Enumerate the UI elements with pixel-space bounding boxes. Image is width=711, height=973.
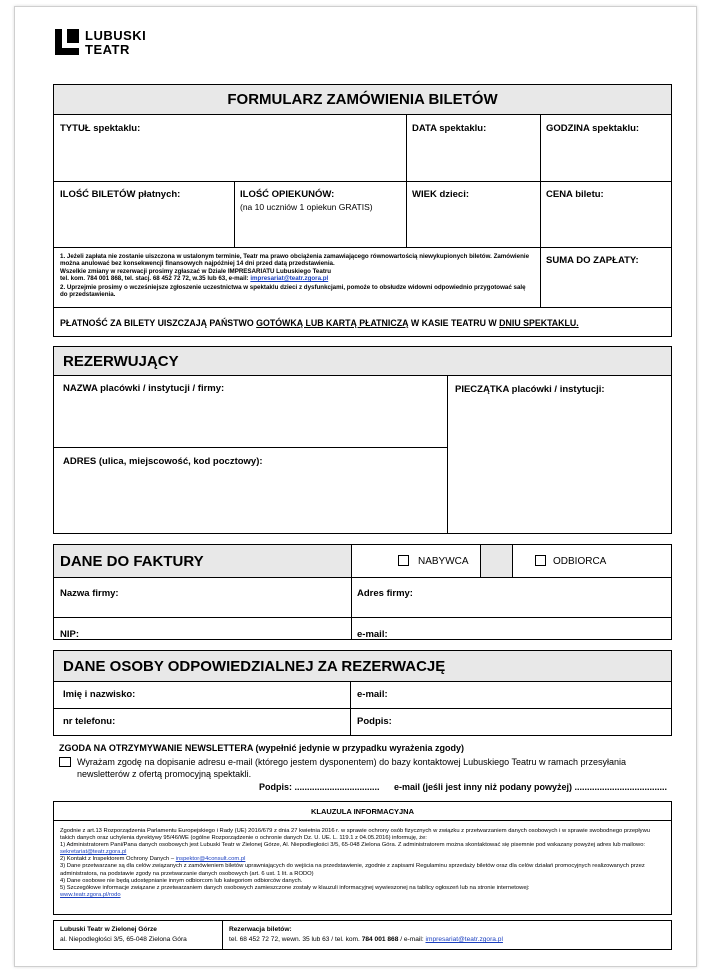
order-section bbox=[53, 84, 672, 337]
age-field[interactable]: WIEK dzieci: bbox=[412, 189, 470, 200]
footer-booking-sep: / e-mail: bbox=[398, 936, 426, 943]
buyer-label: NABYWCA bbox=[418, 556, 469, 567]
terms-changes: Wszelkie zmiany w rezerwacji prosimy zgłaszać w Dziale IMPRESARIATU Lubuskiego Teatru bbox=[60, 267, 332, 275]
clause-p1-email-link[interactable]: sekretariat@teatr.zgora.pl bbox=[60, 849, 127, 856]
person-signature-field[interactable]: Podpis: bbox=[357, 716, 392, 727]
show-date-field[interactable]: DATA spektaklu: bbox=[412, 123, 487, 134]
recipient-option[interactable] bbox=[512, 545, 671, 577]
logo bbox=[55, 27, 175, 61]
reserver-section bbox=[53, 346, 672, 534]
show-title-field[interactable]: TYTUŁ spektaklu: bbox=[60, 123, 141, 134]
clause-p2-text: 2) Kontakt z Inspektorem Ochrony Danych – bbox=[60, 856, 176, 863]
nip-field[interactable]: NIP: bbox=[60, 629, 79, 640]
clause-p1 bbox=[60, 842, 664, 856]
terms-email-link[interactable]: impresariat@teatr.zgora.pl bbox=[250, 274, 329, 282]
order-title: FORMULARZ ZAMÓWIENIA BILETÓW bbox=[227, 91, 498, 108]
clause-p3: 3) Dane przetwarzane są dla celów związanych z zamówieniem biletów uprawniających do wejścia na przedstawienie, zgodnie z zapisami Regulaminu sprzedaży biletów oraz dla celów działań promocyjnych realizowanych przez administratora, na podstawie zgody na przetwarzanie danych osobowych (art. 6 ust. 1 lit. a RODO) bbox=[60, 863, 645, 877]
terms-contact-text: tel. kom. 784 001 868, tel. stacj. 68 452 72 72, w.35 lub 63, e-mail: bbox=[60, 274, 251, 282]
recipient-label: ODBIORCA bbox=[553, 556, 607, 567]
clause-p2-email-link[interactable]: inspektor@4consult.com.pl bbox=[175, 856, 246, 863]
footer-booking-email-link[interactable]: impresariat@teatr.zgora.pl bbox=[425, 936, 503, 943]
invoice-section bbox=[53, 544, 672, 640]
person-phone-field[interactable]: nr telefonu: bbox=[63, 716, 116, 727]
newsletter-consent-1: Wyrażam zgodę na dopisanie adresu e-mail (którego jestem dysponentem) do bazy kontaktowej Lubuskiego Teatru w ramach przesyłania bbox=[77, 757, 627, 767]
responsible-title-bar bbox=[54, 651, 671, 682]
clause-title-bar bbox=[54, 802, 671, 821]
paid-tickets-field[interactable]: ILOŚĆ BILETÓW płatnych: bbox=[60, 189, 181, 200]
payment-text-c: W KASIE TEATRU W bbox=[408, 318, 500, 328]
payment-text-d: DNIU SPEKTAKLU. bbox=[499, 318, 579, 328]
clause-p5-link[interactable]: www.teatr.zgora.pl/rodo bbox=[60, 891, 121, 898]
footer-org-name: Lubuski Teatr w Zielonej Górze bbox=[60, 926, 157, 933]
clause-intro: Zgodnie z art.13 Rozporządzenia Parlamentu Europejskiego i Rady (UE) 2016/679 z dnia 27 kwietnia 2016 r. w sprawie ochrony osób fizycznych w związku z przetwarzaniem danych osobowych i w sprawie swobodnego przepływu takich danych oraz uchylenia dyrektywy 95/46/WE (ogólne Rozporządzenie o ochronie danych Dz. U. UE. L. 119.1 z 04.05.2016) informuję, że: bbox=[60, 828, 650, 842]
payment-note bbox=[60, 318, 579, 328]
footer-org-address: al. Niepodległości 3/5, 65-048 Zielona Góra bbox=[60, 936, 187, 943]
newsletter-consent-2: newsletterów z ofertą promocyjną spektakli. bbox=[77, 769, 252, 779]
clause-p1-text: 1) Administratorem Pani/Pana danych osobowych jest Lubuski Teatr w Zielonej Górze, Al. Niepodległości 3/5, 65-048 Zielona Góra. Z administratorem można skontaktować się pisemnie pod wskazany powyżej adres lub mailowo: bbox=[60, 842, 646, 849]
reserver-title-bar bbox=[54, 347, 671, 376]
newsletter-checkbox[interactable] bbox=[59, 757, 71, 767]
person-email-field[interactable]: e-mail: bbox=[357, 689, 388, 700]
clause-section bbox=[53, 801, 672, 915]
person-name-field[interactable]: Imię i nazwisko: bbox=[63, 689, 136, 700]
invoice-email-field[interactable]: e-mail: bbox=[357, 629, 388, 640]
footer-section bbox=[53, 920, 672, 950]
invoice-title-bar bbox=[54, 545, 671, 578]
address-field[interactable]: ADRES (ulica, miejscowość, kod pocztowy): bbox=[63, 456, 263, 467]
clause-p4: 4) Dane osobowe nie będą udostępnianie innym odbiorcom lub kategoriom odbiorców danych. bbox=[60, 877, 303, 884]
payment-text-b: GOTÓWKĄ LUB KARTĄ PŁATNICZĄ bbox=[256, 318, 409, 328]
invoice-title: DANE DO FAKTURY bbox=[60, 553, 204, 570]
clause-p5: 5) Szczegółowe informacje związane z przetwarzaniem danych osobowych zamieszczone zostały w klauzuli informacyjnej wywieszonej na tablicy ogłoszeń lub na stronie internetowej: bbox=[60, 884, 530, 891]
company-name-field[interactable]: Nazwa firmy: bbox=[60, 588, 119, 599]
responsible-title: DANE OSOBY ODPOWIEDZIALNEJ ZA REZERWACJĘ bbox=[63, 658, 446, 675]
newsletter-heading: ZGODA NA OTRZYMYWANIE NEWSLETTERA (wypełnić jedynie w przypadku wyrażenia zgody) bbox=[59, 743, 465, 753]
guardians-field[interactable]: ILOŚĆ OPIEKUNÓW: bbox=[240, 189, 335, 200]
footer-booking-label: Rezerwacja biletów: bbox=[229, 926, 292, 933]
newsletter-email[interactable]: e-mail (jeśli jest inny niż podany powyżej) ..................................... bbox=[394, 782, 668, 792]
order-title-bar bbox=[54, 85, 671, 115]
order-form-page bbox=[14, 6, 697, 967]
price-field[interactable]: CENA biletu: bbox=[546, 189, 604, 200]
newsletter-signature[interactable]: Podpis: .................................. bbox=[259, 782, 380, 792]
clause-title: KLAUZULA INFORMACYJNA bbox=[310, 807, 415, 816]
terms-text bbox=[60, 253, 530, 299]
responsible-section bbox=[53, 650, 672, 736]
clause-text bbox=[60, 828, 664, 899]
institution-field[interactable]: NAZWA placówki / instytucji / firmy: bbox=[63, 383, 225, 394]
payment-text-a: PŁATNOŚĆ ZA BILETY UISZCZAJĄ PAŃSTWO bbox=[60, 318, 257, 328]
total-field[interactable]: SUMA DO ZAPŁATY: bbox=[546, 255, 639, 266]
buyer-option[interactable] bbox=[351, 545, 481, 577]
footer-booking-phone: tel. 68 452 72 72, wewn. 35 lub 63 / tel. kom. bbox=[229, 936, 362, 943]
footer-booking-mobile: 784 001 868 bbox=[361, 936, 399, 943]
logo-line1: LUBUSKI bbox=[85, 28, 147, 43]
show-time-field[interactable]: GODZINA spektaklu: bbox=[546, 123, 640, 134]
stamp-field[interactable]: PIECZĄTKA placówki / instytucji: bbox=[455, 384, 605, 395]
buyer-checkbox[interactable] bbox=[398, 555, 409, 566]
terms-1: 1. Jeżeli zapłata nie zostanie uiszczona w ustalonym terminie, Teatr ma prawo obciążenia zamawiającego równowartością niewykupionych biletów. Zamówienie można anulować bez konsekwencji finansowych najpóźniej 14 dni przed datą przedstawienia. bbox=[60, 253, 530, 268]
logo-mark-icon bbox=[55, 29, 79, 55]
recipient-checkbox[interactable] bbox=[535, 555, 546, 566]
reserver-title: REZERWUJĄCY bbox=[63, 353, 179, 370]
logo-line2: TEATR bbox=[85, 42, 130, 57]
footer-booking-contact bbox=[229, 936, 503, 943]
company-address-field[interactable]: Adres firmy: bbox=[357, 588, 413, 599]
guardians-note: (na 10 uczniów 1 opiekun GRATIS) bbox=[240, 202, 373, 212]
clause-p2 bbox=[60, 856, 664, 863]
terms-2: 2. Uprzejmie prosimy o wcześniejsze zgłoszenie uczestnictwa w spektaklu dzieci z dysfunkcjami, pomoże to obsłudze widowni odpowiednio przygotować salę do przedstawienia. bbox=[60, 284, 526, 299]
terms-contact bbox=[60, 275, 530, 282]
